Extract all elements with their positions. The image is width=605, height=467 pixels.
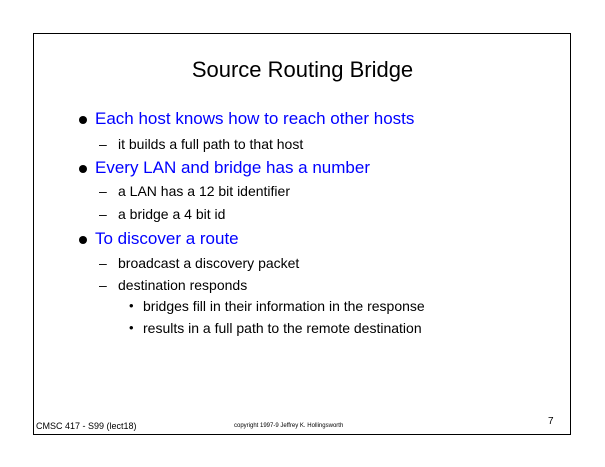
subsub-dot-3-2: • (129, 320, 134, 335)
subsub-bullet-3-1: bridges fill in their information in the response (143, 298, 425, 314)
sub-bullet-3-1: broadcast a discovery packet (118, 255, 300, 271)
bullet-3-text: To discover a route (95, 229, 239, 248)
subsub-bullet-3-2: results in a full path to the remote destination (143, 320, 422, 336)
bullet-dot-2 (79, 165, 87, 173)
footer-copyright: copyright 1997-9 Jeffrey K. Hollingsworth (234, 423, 344, 429)
slide-title: Source Routing Bridge (191, 57, 414, 82)
page-number: 7 (548, 416, 554, 427)
bullet-2-text: Every LAN and bridge has a number (95, 158, 370, 177)
dash-3-2: – (99, 277, 107, 293)
dash-2-2: – (99, 206, 107, 222)
footer-course-label: CMSC 417 - S99 (lect18) (36, 421, 137, 431)
dash-1-1: – (99, 136, 107, 152)
dash-2-1: – (99, 183, 107, 199)
dash-3-1: – (99, 255, 107, 271)
bullet-dot-3 (79, 236, 87, 244)
sub-bullet-3-2: destination responds (118, 277, 248, 293)
sub-bullet-2-1: a LAN has a 12 bit identifier (118, 183, 290, 199)
sub-bullet-1-1: it builds a full path to that host (118, 136, 304, 152)
sub-bullet-2-2: a bridge a 4 bit id (118, 206, 226, 222)
subsub-dot-3-1: • (129, 298, 134, 313)
bullet-dot-1 (79, 116, 87, 124)
bullet-1-text: Each host knows how to reach other hosts (95, 109, 415, 128)
